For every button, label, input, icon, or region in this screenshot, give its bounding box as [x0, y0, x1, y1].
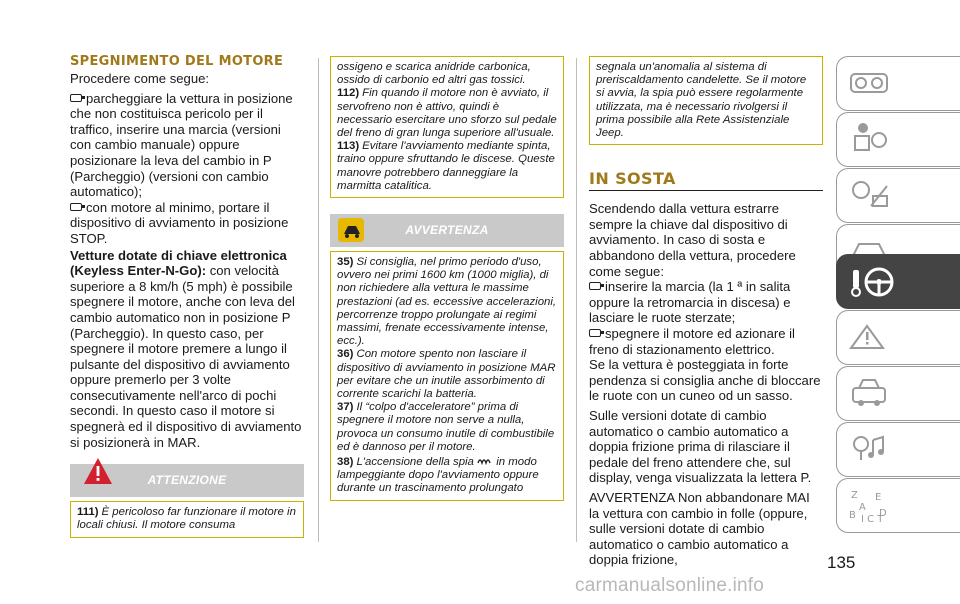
list-item: con motore al minimo, portare il dispositivo di avviamento in posizione STOP. — [70, 199, 289, 246]
bullet-icon — [589, 329, 601, 337]
note-112: 112) Fin quando il motore non è avviato, il servofreno non è attivo, quindi è necessario esercitare uno sforzo sul pedale del freno di gran lunga superiore all'usuale. — [337, 87, 557, 140]
car-dashboard-icon[interactable] — [836, 56, 960, 111]
section-heading-engine-stop: SPEGNIMENTO DEL MOTORE — [70, 54, 284, 69]
note-38: 38) L'accensione della spia in modo lampeggiante dopo l'avviamento oppure durante un trascinamento prolungato — [337, 456, 539, 495]
svg-text:D: D — [879, 508, 887, 519]
parking-paragraph: Scendendo dalla vettura estrarre sempre la chiave dal dispositivo di avviamento. In caso di sosta e abbandono della vettura, procedere come segue: — [589, 201, 796, 279]
note-36: 36) Con motore spento non lasciare il dispositivo di avviamento in posizione MAR per evitare che un inutile assorbimento di corrente scarichi la batteria. — [337, 348, 556, 401]
watermark: carmanualsonline.info — [575, 575, 765, 596]
list-item: spegnere il motore ed azionare il freno di stazionamento elettrico. — [589, 325, 795, 357]
note-box-attention — [70, 501, 304, 537]
warning-label: AVVERTENZA — [405, 223, 489, 238]
column-left — [70, 54, 304, 538]
note-37: 37) Il “colpo d'acceleratore” prima di spegnere il motore non serve a nulla, provoca un consumo inutile di combustibile ed è dannoso per il motore. — [337, 401, 555, 453]
key-steering-wheel-icon[interactable] — [836, 254, 960, 309]
column-middle — [330, 56, 564, 501]
list-item: inserire la marcia (la 1 ª in salita oppure la retromarcia in discesa) e lasciare le ruote sterzate; — [589, 279, 791, 326]
attention-label: ATTENZIONE — [147, 473, 227, 488]
automatic-paragraph: Sulle versioni dotate di cambio automatico o cambio automatico a doppia frizione prima di rilasciare il pedale del freno attendere che, sul display, venga visualizzata la lettera P. — [589, 407, 812, 486]
bullet-icon — [70, 94, 82, 102]
slope-paragraph: Se la vettura è posteggiata in forte pendenza si consiglia anche di bloccare le ruote con un cuneo od un sasso. — [589, 357, 821, 404]
note-box-warning — [330, 251, 564, 501]
column-divider — [576, 58, 577, 542]
svg-text:A: A — [859, 502, 866, 513]
warning-paragraph: AVVERTENZA Non abbandonare MAI la vettura con cambio in folle (oppure, sulle versioni dotate di cambio automatico o cambio automatico a doppia frizione, — [589, 489, 810, 568]
note-box-continued: segnala un'anomalia al sistema di preriscaldamento candelette. Se il motore si avvia, la spia può essere regolarmente utilizzata, ma è necessario rivolgersi il prima possibile alla Rete Assistenziale Jeep. — [589, 56, 823, 145]
seat-airbag-icon[interactable] — [836, 112, 960, 167]
column-divider — [318, 58, 319, 542]
glow-plug-icon — [477, 456, 493, 465]
keyless-paragraph: Vetture dotate di chiave elettronica (Keyless Enter-N-Go): con velocità superiore a 8 km/h (5 mph) è possibile spegnere il motore, anche con leva del cambio automatico non in posizione P (Parcheggio). In questo caso, per spegnere il motore premere a lungo il pulsante del dispositivo di avviamento oppure premerlo per 3 volte consecutivamente nell'arco di pochi secondi. In questo caso il motore si spegnerà ed il dispositivo di avviamento si posizionerà in MAR. — [70, 247, 302, 450]
section-heading-parking: IN SOSTA — [589, 169, 823, 191]
svg-text:I C T: I C T — [861, 514, 884, 525]
note-111: 111) È pericoloso far funzionare il motore in locali chiusi. Il motore consuma — [77, 506, 296, 532]
intro-text: Procedere come segue: — [70, 71, 210, 86]
car-service-icon[interactable] — [836, 366, 960, 421]
bullet-icon — [70, 203, 82, 211]
list-item: parcheggiare la vettura in posizione che non costituisca pericolo per il traffico, inserire una marcia (versioni con cambio manuale) oppure posizionare la leva del cambio in P (Parcheggio) (versioni con cambio automatico); — [70, 90, 293, 200]
road-warning-icon[interactable] — [836, 310, 960, 365]
svg-text:B: B — [849, 510, 856, 521]
note-box-attention-continued: ossigeno e scarica anidride carbonica, ossido di carbonio ed altri gas tossici. 112) Fin quando il motore non è avviato, il servofreno non è attivo, quindi è necessario esercitare uno sforzo sul pedale del freno di gran lunga superiore all'usuale. 113) Evitare l'avviamento mediante spinta, traino oppure sfruttando le discese. Queste manovre potrebbero danneggiare la marmitta catalitica. — [330, 56, 564, 198]
bullet-icon — [589, 282, 601, 290]
note-35: 35) Si consiglia, nel primo periodo d'uso, ovvero nei primi 1600 km (1000 miglia), di non richiedere alla vettura le massime prestazioni (ad es. eccessive accelerazioni, percorrenze troppo prolungate ai regimi massimi, frenate eccessivamente intense, ecc.). — [337, 256, 557, 348]
warning-lights-icon[interactable] — [836, 168, 960, 223]
column-right — [589, 56, 823, 568]
page-number: 135 — [827, 553, 856, 572]
svg-text:Z: Z — [851, 490, 858, 501]
attention-banner — [70, 464, 304, 497]
note-113: 113) Evitare l'avviamento mediante spinta, traino oppure sfruttando le discese. Queste manovre potrebbero danneggiare la marmitta catalitica. — [337, 140, 555, 192]
warning-banner — [330, 214, 564, 247]
index-icon[interactable] — [836, 478, 960, 533]
multimedia-icon[interactable] — [836, 422, 960, 477]
svg-text:E: E — [875, 492, 882, 503]
